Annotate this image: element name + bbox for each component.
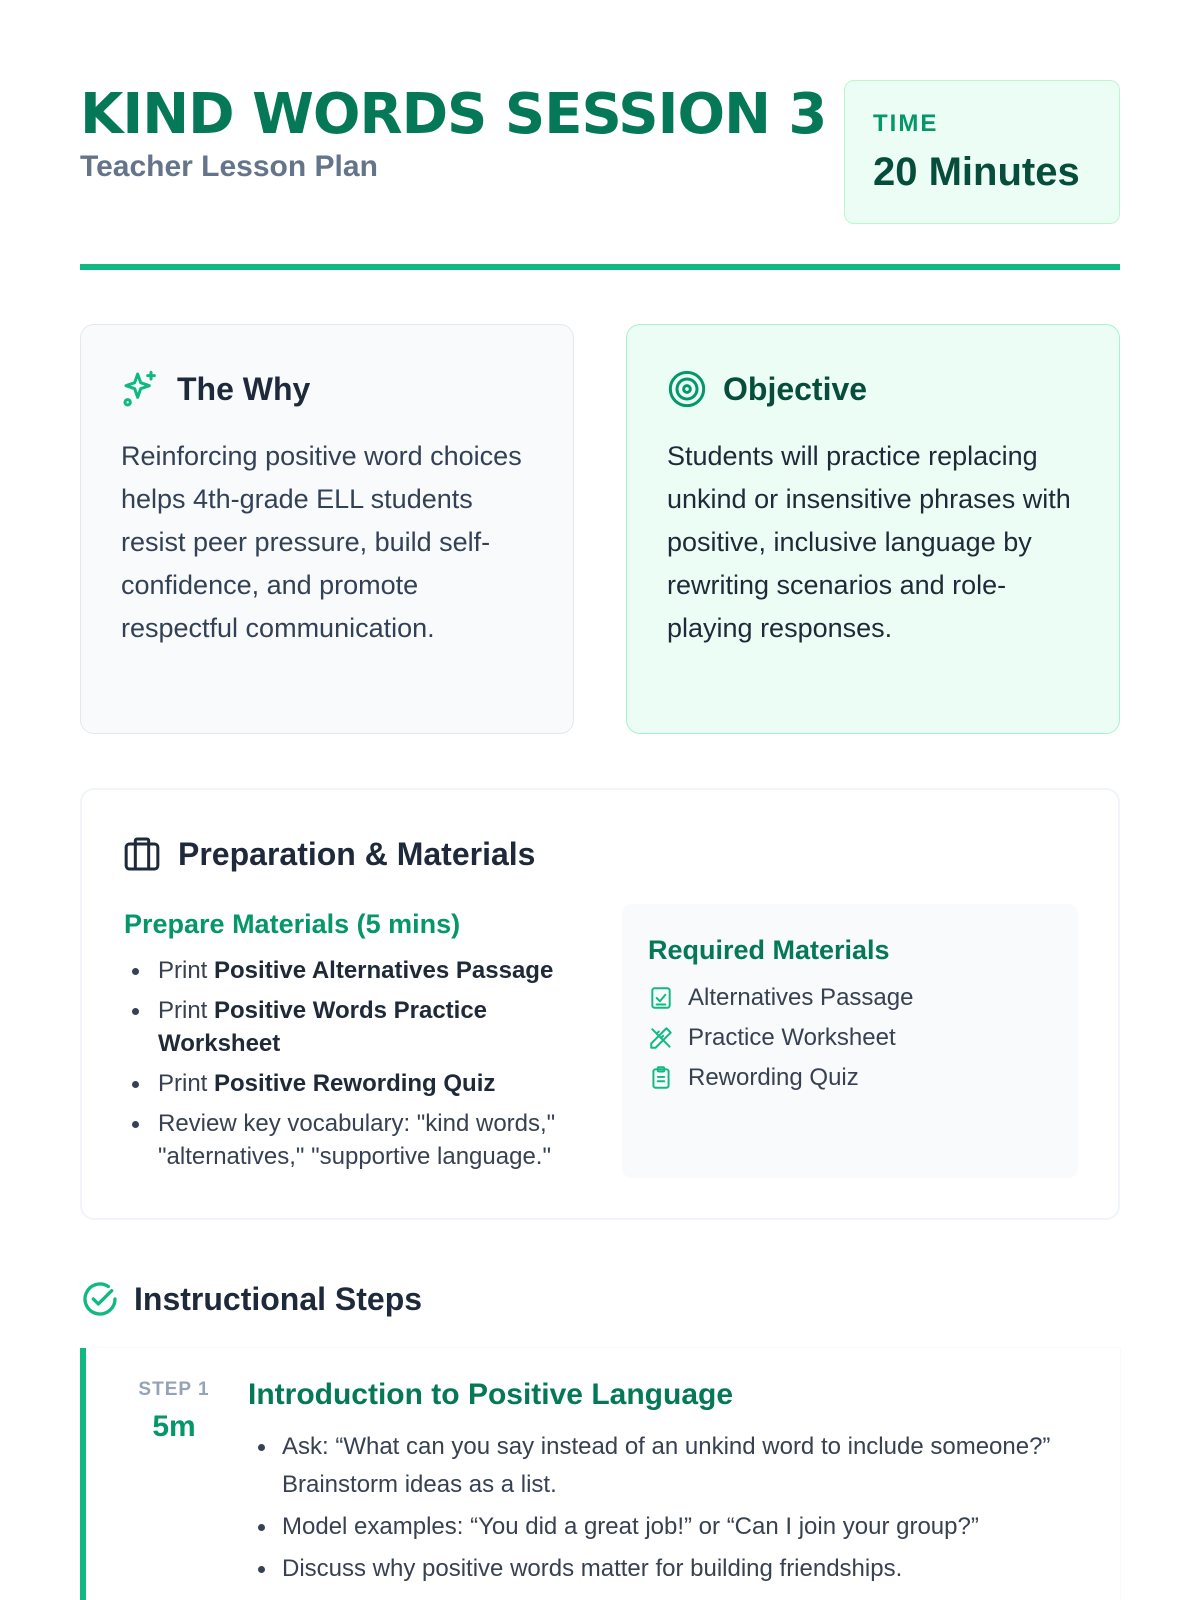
checklist-icon [648, 985, 674, 1011]
why-body: Reinforcing positive word choices helps 4th-grade ELL students resist peer pressure, build self-confidence, and promote respectful communication. [121, 441, 522, 643]
required-list [648, 978, 1052, 1098]
time-label: TIME [873, 110, 939, 137]
step-title: Introduction to Positive Language [248, 1378, 734, 1411]
steps-title: Instructional Steps [134, 1280, 423, 1317]
time-badge [844, 80, 1120, 224]
required-heading: Required Materials [648, 935, 890, 965]
required-materials-box [622, 904, 1078, 1178]
prepare-heading: Prepare Materials (5 mins) [124, 909, 461, 939]
list-item: Discuss why positive words matter for building friendships. [248, 1550, 1088, 1588]
page-header [80, 80, 1120, 220]
list-item: Print Positive Words Practice Worksheet [124, 994, 584, 1060]
list-item: Alternatives Passage [648, 978, 1052, 1018]
list-item: Print Positive Rewording Quiz [124, 1067, 584, 1100]
why-title: The Why [177, 370, 311, 407]
prepare-section [124, 906, 584, 1180]
list-item: Review key vocabulary: "kind words," "alternatives," "supportive language." [124, 1107, 584, 1173]
preparation-card [80, 788, 1120, 1220]
step-duration: 5m [152, 1410, 196, 1443]
step-meta [134, 1378, 214, 1446]
objective-body: Students will practice replacing unkind or insensitive phrases with positive, inclusive language by rewriting scenarios and role-playing responses. [667, 441, 1071, 643]
step-content [248, 1374, 1088, 1592]
steps-header [80, 1274, 422, 1324]
step-list [248, 1428, 1088, 1588]
objective-title: Objective [723, 370, 868, 407]
step-number: STEP 1 [138, 1379, 210, 1400]
check-circle-icon [80, 1279, 120, 1319]
time-value: 20 Minutes [873, 150, 1080, 194]
list-item: Practice Worksheet [648, 1018, 1052, 1058]
sparkles-icon [121, 369, 161, 409]
list-item: Model examples: “You did a great job!” or “Can I join your group?” [248, 1508, 1088, 1546]
prepare-list [124, 954, 584, 1173]
clipboard-icon [648, 1065, 674, 1091]
objective-card [626, 324, 1120, 734]
page-subtitle: Teacher Lesson Plan [80, 150, 378, 183]
step-card [80, 1348, 1120, 1600]
header-divider [80, 264, 1120, 270]
list-item: Rewording Quiz [648, 1058, 1052, 1098]
preparation-title: Preparation & Materials [178, 835, 536, 872]
briefcase-icon [122, 834, 162, 874]
page-title: KIND WORDS SESSION 3 [80, 82, 827, 147]
list-item: Print Positive Alternatives Passage [124, 954, 584, 987]
pencil-ruler-icon [648, 1025, 674, 1051]
why-card [80, 324, 574, 734]
list-item: Ask: “What can you say instead of an unkind word to include someone?” Brainstorm ideas as a list. [248, 1428, 1088, 1504]
target-icon [667, 369, 707, 409]
